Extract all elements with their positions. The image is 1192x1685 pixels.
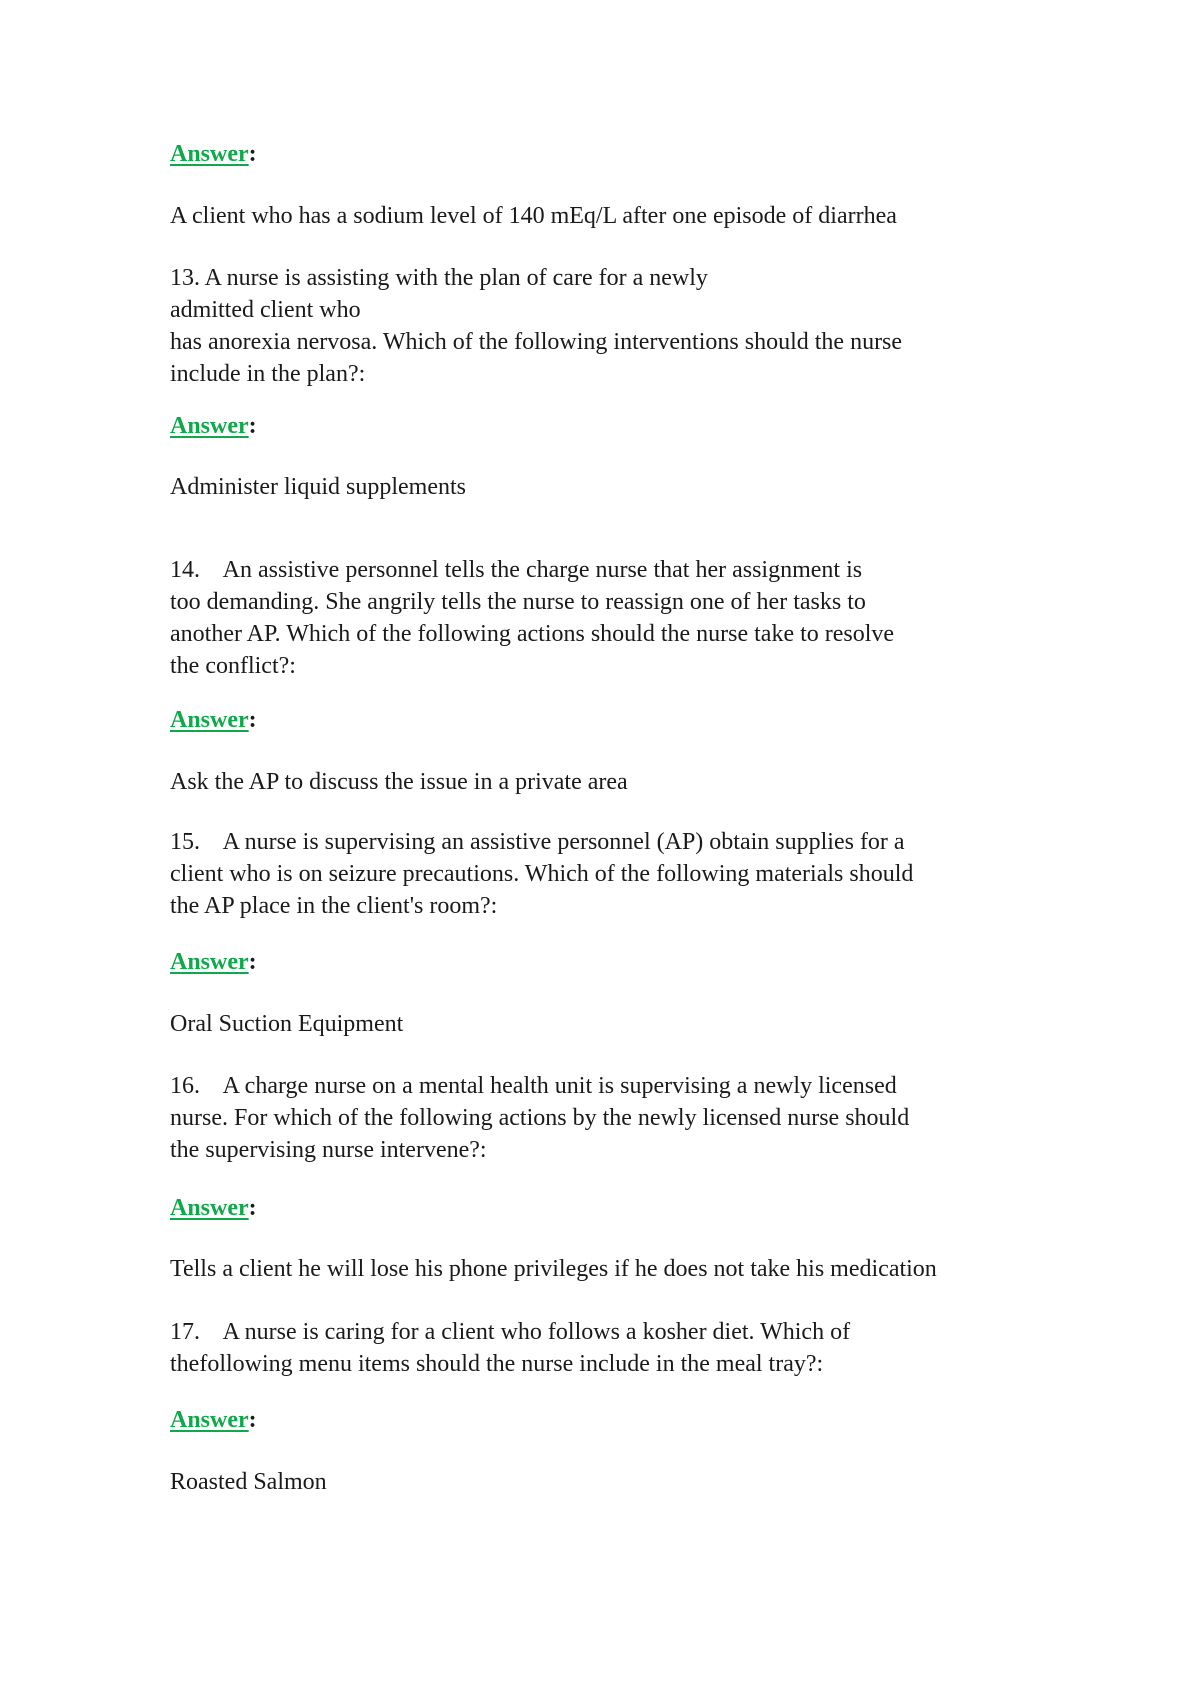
question-line: 16. A charge nurse on a mental health unit is supervising a newly licensed bbox=[170, 1073, 897, 1099]
answer-colon: : bbox=[248, 1407, 257, 1433]
question-15 bbox=[170, 826, 1075, 922]
answer-colon: : bbox=[248, 413, 257, 439]
question-line: the AP place in the client's room?: bbox=[170, 893, 498, 919]
answer-heading bbox=[170, 704, 1075, 736]
question-line: nurse. For which of the following actions by the newly licensed nurse should bbox=[170, 1105, 910, 1131]
question-line: another AP. Which of the following actions should the nurse take to resolve bbox=[170, 621, 895, 647]
answer-text: A client who has a sodium level of 140 mEq/L after one episode of diarrhea bbox=[170, 203, 897, 229]
question-line: 15. A nurse is supervising an assistive personnel (AP) obtain supplies for a bbox=[170, 829, 905, 855]
answer-colon: : bbox=[248, 707, 257, 733]
answer-text: Administer liquid supplements bbox=[170, 474, 466, 500]
question-line: admitted client who bbox=[170, 297, 361, 323]
question-line: client who is on seizure precautions. Which of the following materials should bbox=[170, 861, 914, 887]
answer-colon: : bbox=[248, 141, 257, 167]
answer-colon: : bbox=[248, 1195, 257, 1221]
answer-label: Answer bbox=[170, 1195, 249, 1221]
question-line: thefollowing menu items should the nurse include in the meal tray?: bbox=[170, 1351, 824, 1377]
question-line: include in the plan?: bbox=[170, 361, 366, 387]
answer-text: Ask the AP to discuss the issue in a private area bbox=[170, 769, 628, 795]
question-line: 14. An assistive personnel tells the charge nurse that her assignment is bbox=[170, 557, 863, 583]
question-14 bbox=[170, 554, 1075, 682]
answer-label: Answer bbox=[170, 413, 249, 439]
answer-heading bbox=[170, 946, 1075, 978]
answer-text: Oral Suction Equipment bbox=[170, 1011, 404, 1037]
question-13 bbox=[170, 262, 1075, 390]
question-16 bbox=[170, 1070, 1075, 1166]
answer-heading bbox=[170, 1404, 1075, 1436]
answer-label: Answer bbox=[170, 949, 249, 975]
question-line: 13. A nurse is assisting with the plan of care for a newly bbox=[170, 265, 708, 291]
answer-heading bbox=[170, 410, 1075, 442]
question-line: has anorexia nervosa. Which of the following interventions should the nurse bbox=[170, 329, 903, 355]
question-line: the supervising nurse intervene?: bbox=[170, 1137, 487, 1163]
answer-label: Answer bbox=[170, 1407, 249, 1433]
question-line: 17. A nurse is caring for a client who follows a kosher diet. Which of bbox=[170, 1319, 851, 1345]
answer-text: Roasted Salmon bbox=[170, 1469, 327, 1495]
answer-label: Answer bbox=[170, 141, 249, 167]
question-line: the conflict?: bbox=[170, 653, 296, 679]
question-line: too demanding. She angrily tells the nurse to reassign one of her tasks to bbox=[170, 589, 866, 615]
answer-colon: : bbox=[248, 949, 257, 975]
answer-heading bbox=[170, 1192, 1075, 1224]
answer-text: Tells a client he will lose his phone privileges if he does not take his medication bbox=[170, 1256, 937, 1282]
answer-heading bbox=[170, 138, 1075, 170]
answer-label: Answer bbox=[170, 707, 249, 733]
question-17 bbox=[170, 1316, 1075, 1380]
